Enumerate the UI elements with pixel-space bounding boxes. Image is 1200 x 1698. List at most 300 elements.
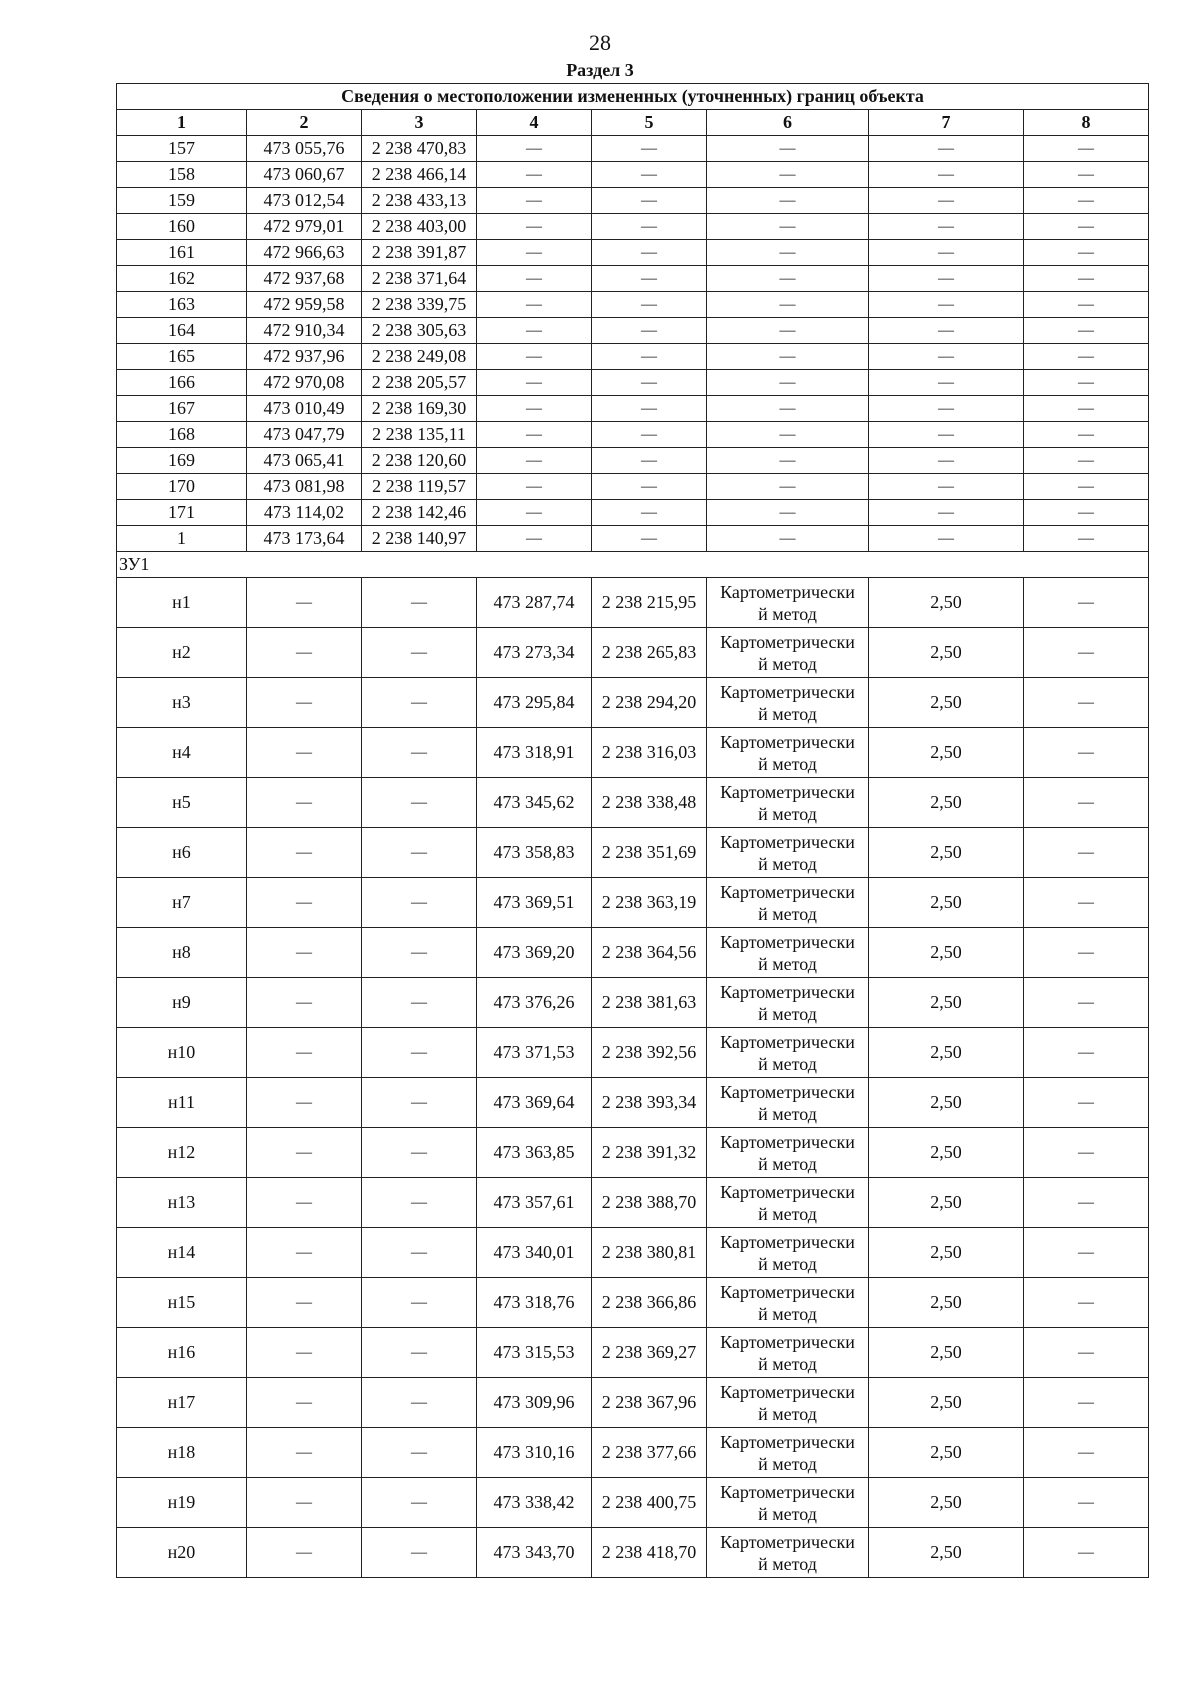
- new-x: 473 357,61: [477, 1178, 592, 1228]
- existing-y: 2 238 119,57: [362, 474, 477, 500]
- existing-y: 2 238 135,11: [362, 422, 477, 448]
- existing-x: 472 966,63: [247, 240, 362, 266]
- new-y: 2 238 363,19: [592, 878, 707, 928]
- empty-dash: —: [869, 526, 1024, 552]
- table-caption: Сведения о местоположении измененных (уточненных) границ объекта: [117, 84, 1149, 110]
- column-number: 2: [247, 110, 362, 136]
- determination-method: [707, 1078, 869, 1128]
- method-line: й метод: [758, 1003, 817, 1024]
- method-line: й метод: [758, 1553, 817, 1574]
- empty-dash: —: [477, 136, 592, 162]
- empty-dash: —: [869, 188, 1024, 214]
- empty-dash: —: [247, 1378, 362, 1428]
- point-id: н10: [117, 1028, 247, 1078]
- accuracy-value: 2,50: [869, 1378, 1024, 1428]
- empty-dash: —: [707, 318, 869, 344]
- empty-dash: —: [1024, 1128, 1149, 1178]
- empty-dash: —: [362, 728, 477, 778]
- empty-dash: —: [1024, 1478, 1149, 1528]
- new-x: 473 273,34: [477, 628, 592, 678]
- accuracy-value: 2,50: [869, 1078, 1024, 1128]
- new-x: 473 318,91: [477, 728, 592, 778]
- determination-method: [707, 578, 869, 628]
- table-row: [117, 1478, 1149, 1528]
- empty-dash: —: [362, 1078, 477, 1128]
- table-row: [117, 266, 1149, 292]
- empty-dash: —: [1024, 162, 1149, 188]
- point-id: 167: [117, 396, 247, 422]
- empty-dash: —: [1024, 292, 1149, 318]
- empty-dash: —: [247, 678, 362, 728]
- empty-dash: —: [247, 1028, 362, 1078]
- point-id: 166: [117, 370, 247, 396]
- empty-dash: —: [1024, 878, 1149, 928]
- empty-dash: —: [1024, 1528, 1149, 1578]
- existing-y: 2 238 371,64: [362, 266, 477, 292]
- method-line: й метод: [758, 1253, 817, 1274]
- method-line: й метод: [758, 753, 817, 774]
- section-title: Раздел 3: [566, 60, 634, 80]
- empty-dash: —: [1024, 778, 1149, 828]
- empty-dash: —: [477, 526, 592, 552]
- empty-dash: —: [592, 370, 707, 396]
- table-row: [117, 1128, 1149, 1178]
- empty-dash: —: [707, 214, 869, 240]
- existing-x: 472 910,34: [247, 318, 362, 344]
- method-line: Картометрически: [720, 1031, 855, 1052]
- table-row: [117, 1328, 1149, 1378]
- determination-method: [707, 1178, 869, 1228]
- point-id: н12: [117, 1128, 247, 1178]
- point-id: 170: [117, 474, 247, 500]
- table-row: [117, 214, 1149, 240]
- new-x: 473 358,83: [477, 828, 592, 878]
- empty-dash: —: [1024, 1228, 1149, 1278]
- empty-dash: —: [707, 266, 869, 292]
- method-line: й метод: [758, 853, 817, 874]
- method-line: Картометрически: [720, 1531, 855, 1552]
- empty-dash: —: [592, 240, 707, 266]
- empty-dash: —: [362, 1128, 477, 1178]
- empty-dash: —: [869, 344, 1024, 370]
- new-y: 2 238 367,96: [592, 1378, 707, 1428]
- empty-dash: —: [477, 292, 592, 318]
- empty-dash: —: [362, 778, 477, 828]
- existing-x: 472 959,58: [247, 292, 362, 318]
- empty-dash: —: [247, 1328, 362, 1378]
- new-y: 2 238 377,66: [592, 1428, 707, 1478]
- determination-method: [707, 1278, 869, 1328]
- empty-dash: —: [1024, 266, 1149, 292]
- accuracy-value: 2,50: [869, 1278, 1024, 1328]
- empty-dash: —: [247, 978, 362, 1028]
- empty-dash: —: [1024, 1178, 1149, 1228]
- empty-dash: —: [592, 448, 707, 474]
- empty-dash: —: [477, 188, 592, 214]
- empty-dash: —: [247, 578, 362, 628]
- existing-x: 472 970,08: [247, 370, 362, 396]
- new-y: 2 238 393,34: [592, 1078, 707, 1128]
- existing-x: 473 055,76: [247, 136, 362, 162]
- method-line: Картометрически: [720, 1381, 855, 1402]
- empty-dash: —: [869, 162, 1024, 188]
- existing-x: 473 081,98: [247, 474, 362, 500]
- empty-dash: —: [707, 162, 869, 188]
- empty-dash: —: [1024, 978, 1149, 1028]
- accuracy-value: 2,50: [869, 728, 1024, 778]
- empty-dash: —: [1024, 728, 1149, 778]
- new-y: 2 238 392,56: [592, 1028, 707, 1078]
- table-row: [117, 778, 1149, 828]
- existing-y: 2 238 470,83: [362, 136, 477, 162]
- point-id: н4: [117, 728, 247, 778]
- method-line: й метод: [758, 653, 817, 674]
- empty-dash: —: [247, 1428, 362, 1478]
- method-line: Картометрически: [720, 981, 855, 1002]
- point-id: н18: [117, 1428, 247, 1478]
- accuracy-value: 2,50: [869, 1028, 1024, 1078]
- empty-dash: —: [592, 292, 707, 318]
- new-x: 473 363,85: [477, 1128, 592, 1178]
- existing-y: 2 238 466,14: [362, 162, 477, 188]
- new-x: 473 287,74: [477, 578, 592, 628]
- new-y: 2 238 380,81: [592, 1228, 707, 1278]
- empty-dash: —: [1024, 396, 1149, 422]
- existing-y: 2 238 433,13: [362, 188, 477, 214]
- new-x: 473 371,53: [477, 1028, 592, 1078]
- point-id: 162: [117, 266, 247, 292]
- accuracy-value: 2,50: [869, 1528, 1024, 1578]
- empty-dash: —: [707, 396, 869, 422]
- existing-y: 2 238 305,63: [362, 318, 477, 344]
- method-line: Картометрически: [720, 1131, 855, 1152]
- empty-dash: —: [1024, 500, 1149, 526]
- column-number-row: [117, 110, 1149, 136]
- new-y: 2 238 364,56: [592, 928, 707, 978]
- table-row: [117, 136, 1149, 162]
- empty-dash: —: [707, 344, 869, 370]
- new-x: 473 295,84: [477, 678, 592, 728]
- accuracy-value: 2,50: [869, 628, 1024, 678]
- point-id: н7: [117, 878, 247, 928]
- accuracy-value: 2,50: [869, 828, 1024, 878]
- accuracy-value: 2,50: [869, 778, 1024, 828]
- table-row: [117, 878, 1149, 928]
- empty-dash: —: [869, 500, 1024, 526]
- empty-dash: —: [362, 678, 477, 728]
- empty-dash: —: [869, 448, 1024, 474]
- method-line: Картометрически: [720, 1431, 855, 1452]
- empty-dash: —: [592, 162, 707, 188]
- empty-dash: —: [362, 928, 477, 978]
- empty-dash: —: [592, 136, 707, 162]
- accuracy-value: 2,50: [869, 1328, 1024, 1378]
- method-line: й метод: [758, 1103, 817, 1124]
- empty-dash: —: [362, 1228, 477, 1278]
- table-row: [117, 1378, 1149, 1428]
- accuracy-value: 2,50: [869, 978, 1024, 1028]
- table-caption-row: [117, 84, 1149, 110]
- determination-method: [707, 1128, 869, 1178]
- new-x: 473 343,70: [477, 1528, 592, 1578]
- new-x: 473 340,01: [477, 1228, 592, 1278]
- new-y: 2 238 265,83: [592, 628, 707, 678]
- table-row: [117, 678, 1149, 728]
- determination-method: [707, 828, 869, 878]
- accuracy-value: 2,50: [869, 1428, 1024, 1478]
- existing-x: 473 012,54: [247, 188, 362, 214]
- new-x: 473 315,53: [477, 1328, 592, 1378]
- group-row: [117, 552, 1149, 578]
- empty-dash: —: [362, 1278, 477, 1328]
- determination-method: [707, 1428, 869, 1478]
- empty-dash: —: [592, 266, 707, 292]
- method-line: Картометрически: [720, 1231, 855, 1252]
- new-x: 473 376,26: [477, 978, 592, 1028]
- method-line: й метод: [758, 1203, 817, 1224]
- existing-y: 2 238 120,60: [362, 448, 477, 474]
- empty-dash: —: [592, 396, 707, 422]
- page-number: 28: [589, 30, 611, 55]
- new-x: 473 369,64: [477, 1078, 592, 1128]
- empty-dash: —: [247, 1178, 362, 1228]
- determination-method: [707, 628, 869, 678]
- empty-dash: —: [247, 728, 362, 778]
- empty-dash: —: [869, 266, 1024, 292]
- method-line: й метод: [758, 1153, 817, 1174]
- empty-dash: —: [247, 1528, 362, 1578]
- empty-dash: —: [1024, 628, 1149, 678]
- method-line: й метод: [758, 603, 817, 624]
- empty-dash: —: [362, 1428, 477, 1478]
- existing-y: 2 238 249,08: [362, 344, 477, 370]
- empty-dash: —: [247, 778, 362, 828]
- empty-dash: —: [477, 266, 592, 292]
- existing-x: 472 979,01: [247, 214, 362, 240]
- new-x: 473 309,96: [477, 1378, 592, 1428]
- empty-dash: —: [1024, 188, 1149, 214]
- point-id: 168: [117, 422, 247, 448]
- empty-dash: —: [477, 500, 592, 526]
- column-number: 6: [707, 110, 869, 136]
- existing-y: 2 238 140,97: [362, 526, 477, 552]
- empty-dash: —: [592, 318, 707, 344]
- accuracy-value: 2,50: [869, 578, 1024, 628]
- empty-dash: —: [1024, 1278, 1149, 1328]
- method-line: й метод: [758, 703, 817, 724]
- determination-method: [707, 1478, 869, 1528]
- table-row: [117, 240, 1149, 266]
- empty-dash: —: [1024, 318, 1149, 344]
- existing-y: 2 238 169,30: [362, 396, 477, 422]
- point-id: н3: [117, 678, 247, 728]
- column-number: 5: [592, 110, 707, 136]
- point-id: 157: [117, 136, 247, 162]
- new-y: 2 238 294,20: [592, 678, 707, 728]
- table-row: [117, 162, 1149, 188]
- existing-x: 472 937,96: [247, 344, 362, 370]
- empty-dash: —: [1024, 370, 1149, 396]
- point-id: 171: [117, 500, 247, 526]
- point-id: н2: [117, 628, 247, 678]
- table-row: [117, 1528, 1149, 1578]
- empty-dash: —: [707, 292, 869, 318]
- empty-dash: —: [247, 828, 362, 878]
- method-line: Картометрически: [720, 831, 855, 852]
- new-y: 2 238 215,95: [592, 578, 707, 628]
- existing-y: 2 238 403,00: [362, 214, 477, 240]
- empty-dash: —: [869, 214, 1024, 240]
- determination-method: [707, 678, 869, 728]
- table-row: [117, 370, 1149, 396]
- determination-method: [707, 1028, 869, 1078]
- empty-dash: —: [707, 448, 869, 474]
- new-x: 473 345,62: [477, 778, 592, 828]
- empty-dash: —: [592, 344, 707, 370]
- empty-dash: —: [1024, 422, 1149, 448]
- column-number: 7: [869, 110, 1024, 136]
- point-id: 164: [117, 318, 247, 344]
- empty-dash: —: [362, 978, 477, 1028]
- empty-dash: —: [362, 1528, 477, 1578]
- empty-dash: —: [362, 1328, 477, 1378]
- new-y: 2 238 351,69: [592, 828, 707, 878]
- table-row: [117, 422, 1149, 448]
- empty-dash: —: [1024, 578, 1149, 628]
- determination-method: [707, 728, 869, 778]
- empty-dash: —: [1024, 1028, 1149, 1078]
- existing-y: 2 238 339,75: [362, 292, 477, 318]
- empty-dash: —: [1024, 136, 1149, 162]
- empty-dash: —: [707, 500, 869, 526]
- empty-dash: —: [477, 162, 592, 188]
- empty-dash: —: [1024, 1378, 1149, 1428]
- new-x: 473 369,51: [477, 878, 592, 928]
- point-id: 165: [117, 344, 247, 370]
- method-line: й метод: [758, 1503, 817, 1524]
- point-id: 160: [117, 214, 247, 240]
- new-y: 2 238 338,48: [592, 778, 707, 828]
- column-number: 3: [362, 110, 477, 136]
- empty-dash: —: [592, 526, 707, 552]
- empty-dash: —: [247, 628, 362, 678]
- method-line: й метод: [758, 1303, 817, 1324]
- empty-dash: —: [707, 474, 869, 500]
- column-number: 8: [1024, 110, 1149, 136]
- point-id: 163: [117, 292, 247, 318]
- empty-dash: —: [362, 1478, 477, 1528]
- method-line: Картометрически: [720, 1331, 855, 1352]
- point-id: 169: [117, 448, 247, 474]
- existing-x: 473 010,49: [247, 396, 362, 422]
- empty-dash: —: [477, 474, 592, 500]
- empty-dash: —: [1024, 344, 1149, 370]
- empty-dash: —: [592, 500, 707, 526]
- table-row: [117, 188, 1149, 214]
- empty-dash: —: [1024, 1328, 1149, 1378]
- method-line: й метод: [758, 953, 817, 974]
- empty-dash: —: [869, 474, 1024, 500]
- empty-dash: —: [869, 422, 1024, 448]
- existing-x: 473 065,41: [247, 448, 362, 474]
- method-line: Картометрически: [720, 581, 855, 602]
- accuracy-value: 2,50: [869, 1178, 1024, 1228]
- table-row: [117, 1028, 1149, 1078]
- accuracy-value: 2,50: [869, 1478, 1024, 1528]
- table-row: [117, 578, 1149, 628]
- table-row: [117, 628, 1149, 678]
- table-body: [117, 84, 1149, 1578]
- empty-dash: —: [869, 240, 1024, 266]
- method-line: Картометрически: [720, 1281, 855, 1302]
- existing-y: 2 238 142,46: [362, 500, 477, 526]
- empty-dash: —: [362, 628, 477, 678]
- empty-dash: —: [1024, 526, 1149, 552]
- new-x: 473 318,76: [477, 1278, 592, 1328]
- empty-dash: —: [1024, 448, 1149, 474]
- empty-dash: —: [707, 188, 869, 214]
- method-line: Картометрически: [720, 731, 855, 752]
- table-row: [117, 928, 1149, 978]
- table-row: [117, 978, 1149, 1028]
- empty-dash: —: [1024, 214, 1149, 240]
- empty-dash: —: [247, 1078, 362, 1128]
- determination-method: [707, 1328, 869, 1378]
- method-line: Картометрически: [720, 681, 855, 702]
- empty-dash: —: [707, 370, 869, 396]
- table-row: [117, 728, 1149, 778]
- method-line: й метод: [758, 1053, 817, 1074]
- empty-dash: —: [247, 928, 362, 978]
- method-line: й метод: [758, 1453, 817, 1474]
- point-id: н8: [117, 928, 247, 978]
- empty-dash: —: [707, 526, 869, 552]
- empty-dash: —: [477, 344, 592, 370]
- empty-dash: —: [477, 448, 592, 474]
- point-id: 1: [117, 526, 247, 552]
- accuracy-value: 2,50: [869, 878, 1024, 928]
- empty-dash: —: [362, 878, 477, 928]
- table-row: [117, 448, 1149, 474]
- method-line: Картометрически: [720, 1081, 855, 1102]
- determination-method: [707, 1228, 869, 1278]
- empty-dash: —: [707, 240, 869, 266]
- empty-dash: —: [247, 1278, 362, 1328]
- empty-dash: —: [477, 318, 592, 344]
- empty-dash: —: [247, 1128, 362, 1178]
- empty-dash: —: [362, 1028, 477, 1078]
- new-y: 2 238 381,63: [592, 978, 707, 1028]
- empty-dash: —: [477, 214, 592, 240]
- empty-dash: —: [477, 370, 592, 396]
- accuracy-value: 2,50: [869, 928, 1024, 978]
- empty-dash: —: [707, 136, 869, 162]
- empty-dash: —: [869, 370, 1024, 396]
- existing-x: 473 047,79: [247, 422, 362, 448]
- method-line: Картометрически: [720, 931, 855, 952]
- point-id: н16: [117, 1328, 247, 1378]
- new-y: 2 238 388,70: [592, 1178, 707, 1228]
- table-row: [117, 396, 1149, 422]
- table-row: [117, 292, 1149, 318]
- point-id: 158: [117, 162, 247, 188]
- new-x: 473 369,20: [477, 928, 592, 978]
- empty-dash: —: [362, 578, 477, 628]
- table-row: [117, 1078, 1149, 1128]
- new-x: 473 338,42: [477, 1478, 592, 1528]
- determination-method: [707, 978, 869, 1028]
- table-row: [117, 344, 1149, 370]
